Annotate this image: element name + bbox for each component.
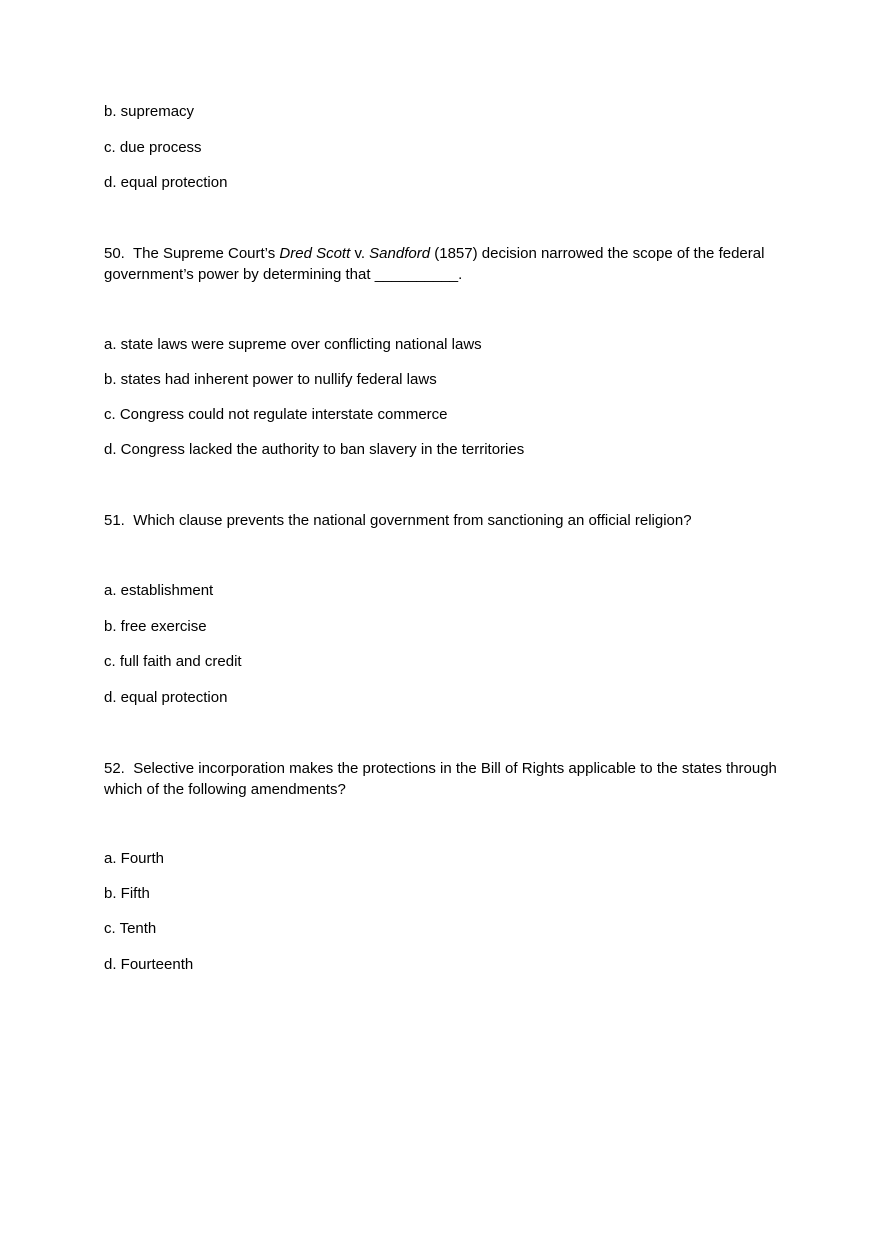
option-51-d: d. equal protection <box>104 689 228 706</box>
option-prev-d: d. equal protection <box>104 174 228 191</box>
option-50-a: a. state laws were supreme over conflicting national laws <box>104 336 482 353</box>
option-prev-b: b. supremacy <box>104 103 195 120</box>
option-52-b: b. Fifth <box>104 885 150 902</box>
option-51-c: c. full faith and credit <box>104 653 242 670</box>
option-prev-c: c. due process <box>104 139 202 156</box>
option-52-d: d. Fourteenth <box>104 956 194 973</box>
option-52-a: a. Fourth <box>104 850 165 867</box>
question-number: 52. <box>104 760 125 777</box>
question-text: v. <box>350 245 370 262</box>
question-text: Selective incorporation makes the protections in the Bill of Rights applicable to the states through which of the following amendments? <box>104 760 777 798</box>
option-50-d: d. Congress lacked the authority to ban slavery in the territories <box>104 441 525 458</box>
question-52 <box>104 758 784 800</box>
case-name-italic: Sandford <box>369 245 431 262</box>
option-51-a: a. establishment <box>104 582 214 599</box>
question-text: The Supreme Court’s <box>132 245 280 262</box>
question-number: 51. <box>104 512 125 529</box>
option-50-c: c. Congress could not regulate interstate commerce <box>104 406 448 423</box>
question-text: Which clause prevents the national government from sanctioning an official religion? <box>133 512 692 529</box>
option-51-b: b. free exercise <box>104 618 207 635</box>
case-name-italic: Dred Scott <box>279 245 351 262</box>
option-50-b: b. states had inherent power to nullify federal laws <box>104 371 437 388</box>
question-51 <box>104 510 784 531</box>
question-text: (1857) decision narrowed the scope of the federal government’s power by determining that __________. <box>104 245 765 283</box>
question-50 <box>104 243 784 285</box>
option-52-c: c. Tenth <box>104 920 157 937</box>
question-number: 50. <box>104 245 125 262</box>
